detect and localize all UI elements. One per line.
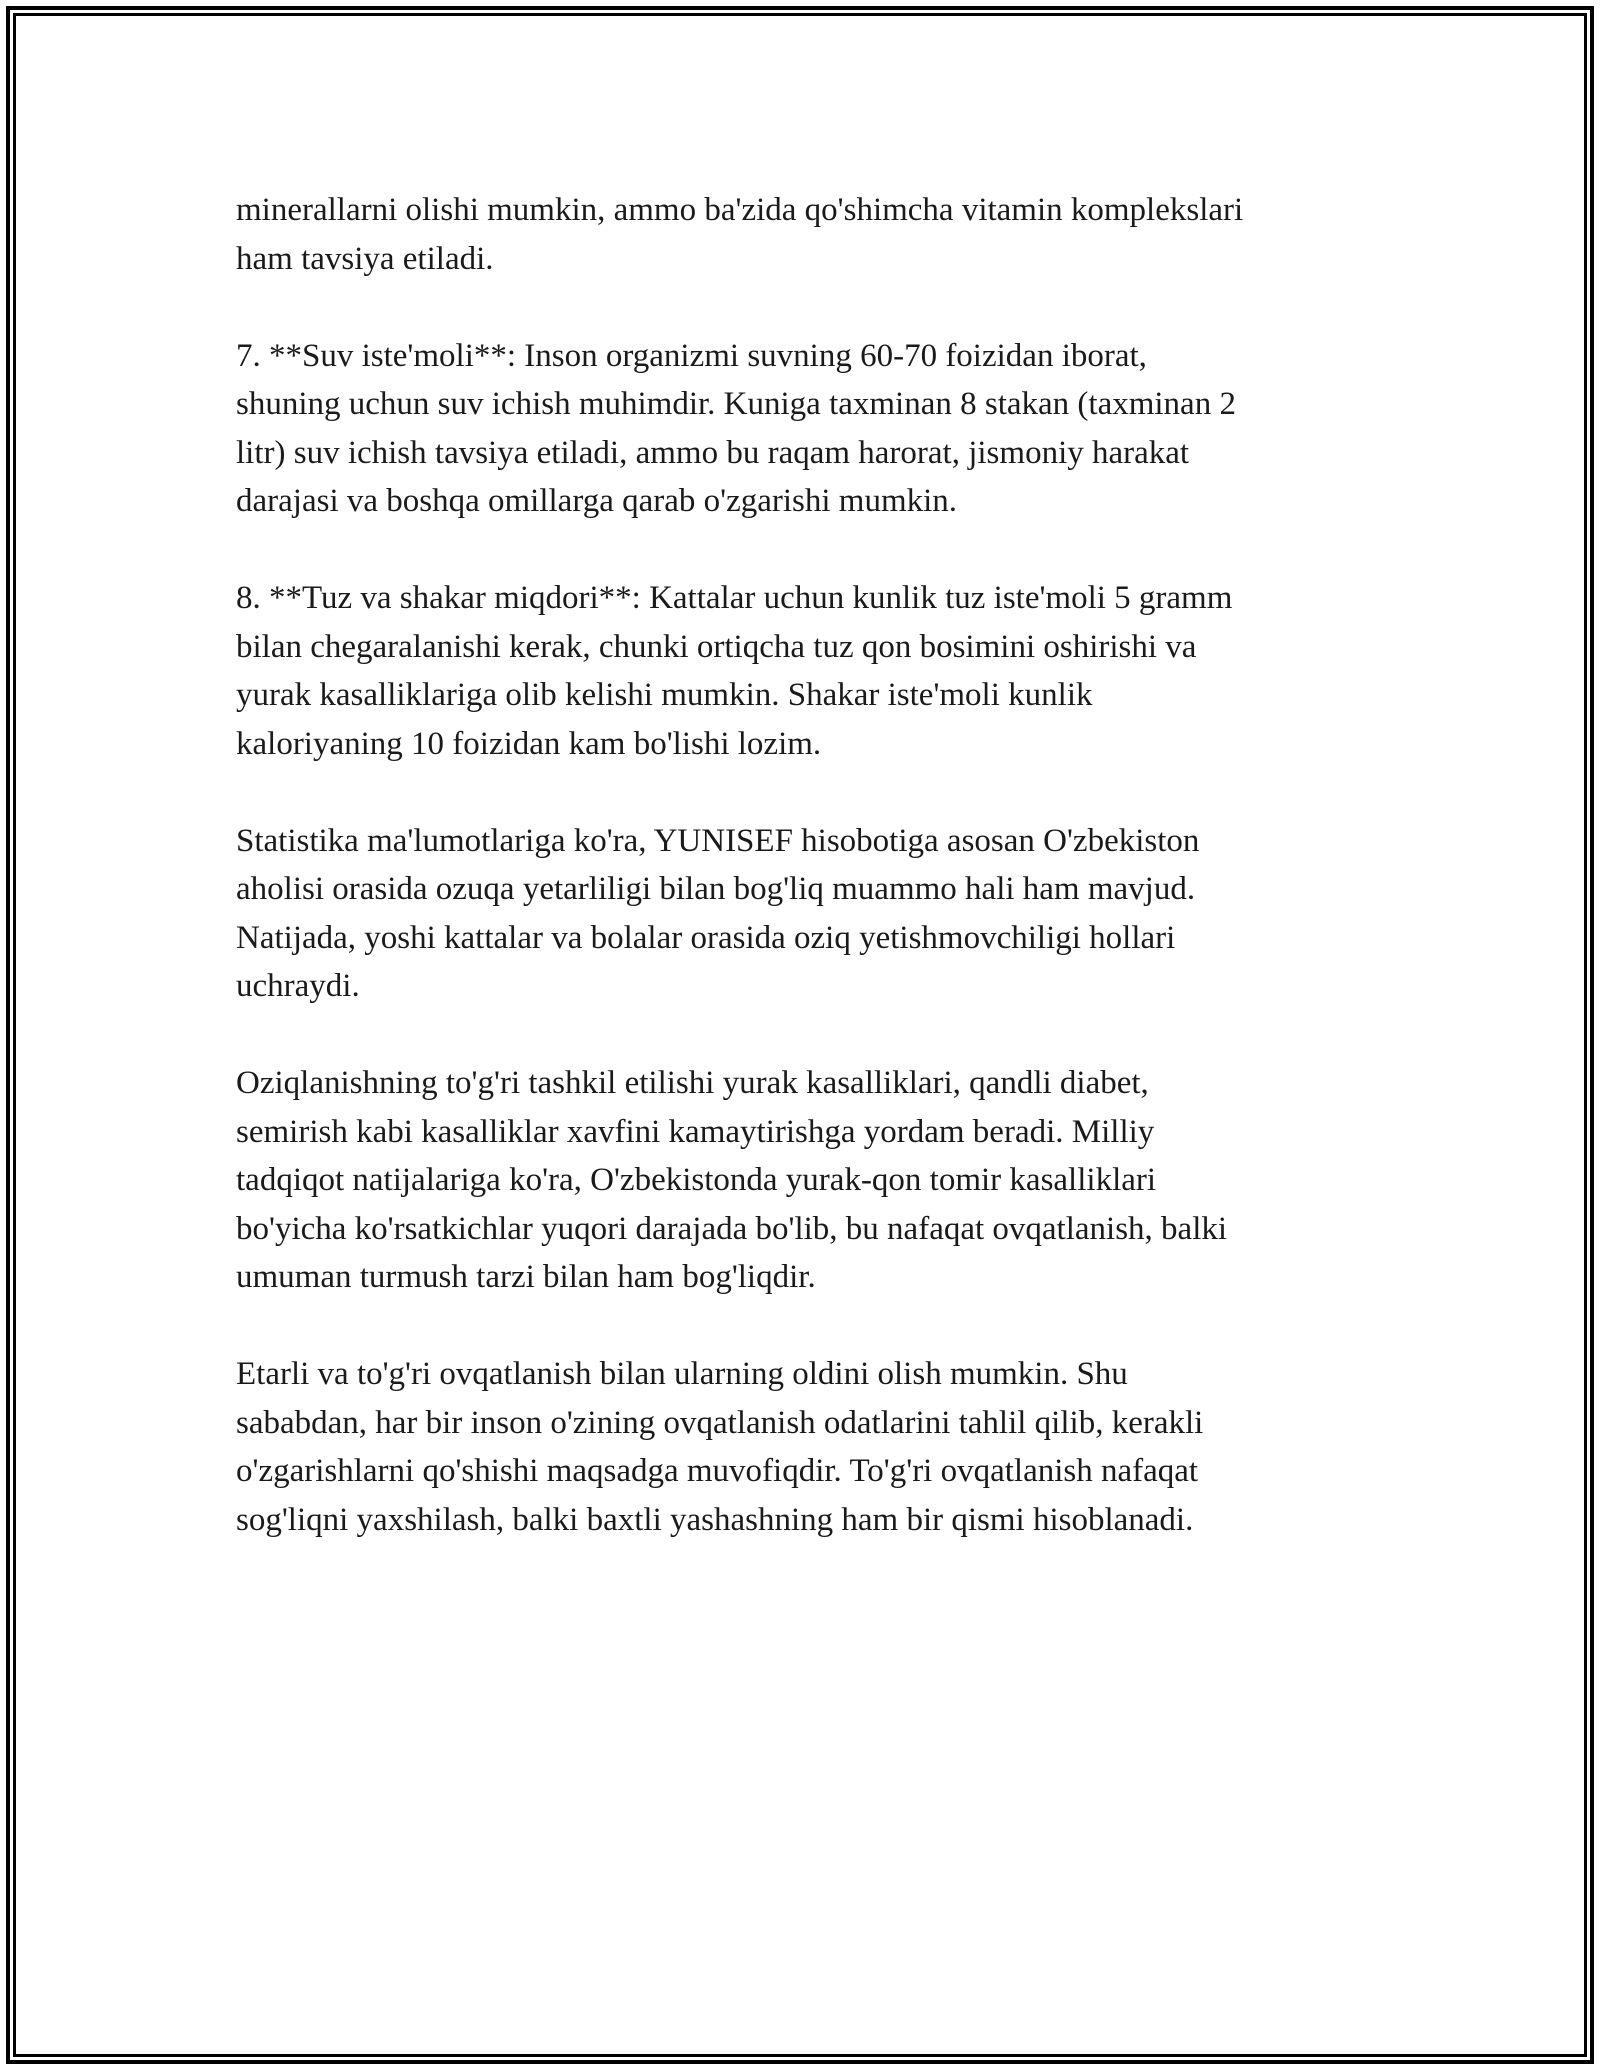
text-line: litr) suv ichish tavsiya etiladi, ammo bu raqam harorat, jismoniy harakat: [236, 434, 1190, 471]
text-line: Statistika ma'lumotlariga ko'ra, YUNISEF hisobotiga asosan O'zbekiston: [236, 822, 1200, 859]
paragraph-diseases: [236, 1059, 1366, 1302]
text-line: Etarli va to'g'ri ovqatlanish bilan ularning oldini olish mumkin. Shu: [236, 1356, 1128, 1392]
text-line: bo'yicha ko'rsatkichlar yuqori darajada bo'lib, bu nafaqat ovqatlanish, balki: [236, 1210, 1228, 1247]
text-line: bilan chegaralanishi kerak, chunki ortiqcha tuz qon bosimini oshirishi va: [236, 628, 1197, 665]
text-line: minerallarni olishi mumkin, ammo ba'zida qo'shimcha vitamin komplekslari: [236, 192, 1244, 228]
paragraph-vitamins-continued: [236, 186, 1366, 283]
paragraph-water-intake: [236, 332, 1366, 526]
text-line: kaloriyaning 10 foizidan kam bo'lishi lozim.: [236, 725, 822, 762]
text-line: sog'liqni yaxshilash, balki baxtli yashashning ham bir qismi hisoblanadi.: [236, 1501, 1194, 1538]
text-line: sababdan, har bir inson o'zining ovqatlanish odatlarini tahlil qilib, kerakli: [236, 1404, 1204, 1441]
text-line: umuman turmush tarzi bilan ham bog'liqdir.: [236, 1259, 816, 1295]
paragraph-statistics: [236, 817, 1366, 1011]
text-line: Natijada, yoshi kattalar va bolalar orasida oziq yetishmovchiligi hollari: [236, 919, 1176, 956]
text-line: darajasi va boshqa omillarga qarab o'zgarishi mumkin.: [236, 483, 958, 519]
document-body: [236, 186, 1366, 1593]
text-line: 7. **Suv iste'moli**: Inson organizmi suvning 60-70 foizidan iborat,: [236, 337, 1147, 374]
text-line: o'zgarishlarni qo'shishi maqsadga muvofiqdir. To'g'ri ovqatlanish nafaqat: [236, 1453, 1199, 1489]
paragraph-salt-sugar: [236, 574, 1366, 768]
text-line: yurak kasalliklariga olib kelishi mumkin. Shakar iste'moli kunlik: [236, 677, 1093, 713]
text-line: aholisi orasida ozuqa yetarliligi bilan bog'liq muammo hali ham mavjud.: [236, 871, 1196, 907]
paragraph-conclusion: [236, 1350, 1366, 1544]
text-line: ham tavsiya etiladi.: [236, 240, 494, 277]
text-line: uchraydi.: [236, 968, 360, 1004]
text-line: 8. **Tuz va shakar miqdori**: Kattalar uchun kunlik tuz iste'moli 5 gramm: [236, 580, 1233, 616]
text-line: Oziqlanishning to'g'ri tashkil etilishi yurak kasalliklari, qandli diabet,: [236, 1065, 1149, 1101]
text-line: tadqiqot natijalariga ko'ra, O'zbekistonda yurak-qon tomir kasalliklari: [236, 1162, 1157, 1198]
text-line: shuning uchun suv ichish muhimdir. Kuniga taxminan 8 stakan (taxminan 2: [236, 386, 1236, 422]
text-line: semirish kabi kasalliklar xavfini kamaytirishga yordam beradi. Milliy: [236, 1113, 1155, 1150]
